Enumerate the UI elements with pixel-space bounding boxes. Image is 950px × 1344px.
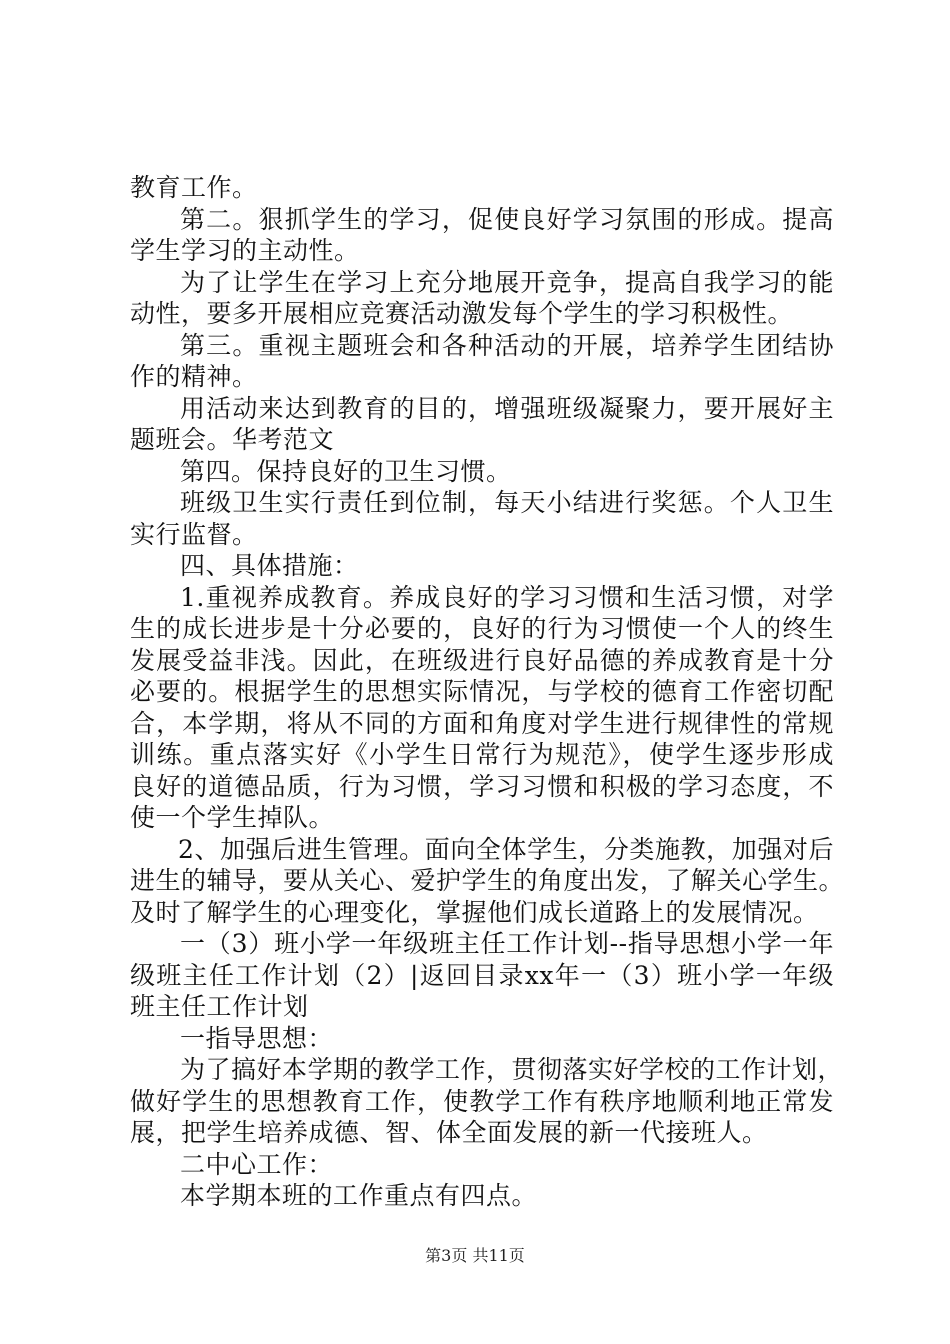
text-line: 四、具体措施： — [180, 551, 359, 580]
text-line: 为了搞好本学期的教学工作，贯彻落实好学校的工作计划， — [180, 1055, 844, 1084]
text-line: 必要的。根据学生的思想实际情况，与学校的德育工作密切配 — [130, 677, 834, 706]
text-line: 作的精神。 — [130, 362, 258, 391]
text-line: 做好学生的思想教育工作，使教学工作有秩序地顺利地正常发 — [130, 1086, 834, 1116]
text-line: 级班主任工作计划（2）|返回目录xx年一（3）班小学一年级 — [130, 960, 834, 990]
text-line: 教育工作。 — [130, 173, 258, 202]
text-line: 一（3）班小学一年级班主任工作计划--指导思想小学一年 — [180, 929, 834, 958]
text-line: 发展受益非浅。因此，在班级进行良好品德的养成教育是十分 — [130, 645, 834, 675]
text-line: 展，把学生培养成德、智、体全面发展的新一代接班人。 — [130, 1118, 768, 1147]
text-line: 二中心工作： — [180, 1149, 334, 1179]
page-footer: 第3页 共11页 — [425, 1246, 525, 1265]
text-line: 题班会。华考范文 — [130, 425, 335, 454]
text-line: 第二。狠抓学生的学习，促使良好学习氛围的形成。提高 — [180, 204, 834, 234]
text-line: 实行监督。 — [130, 519, 258, 549]
text-line: 用活动来达到教育的目的，增强班级凝聚力，要开展好主 — [180, 393, 834, 423]
text-line: 良好的道德品质，行为习惯，学习习惯和积极的学习态度，不 — [130, 771, 834, 801]
text-line: 进生的辅导，要从关心、爱护学生的角度出发，了解关心学生。 — [130, 866, 845, 895]
text-line: 动性，要多开展相应竞赛活动激发每个学生的学习积极性。 — [130, 299, 794, 328]
text-line: 班主任工作计划 — [130, 992, 309, 1021]
text-line: 及时了解学生的心理变化，掌握他们成长道路上的发展情况。 — [130, 897, 819, 927]
text-line: 第三。重视主题班会和各种活动的开展，培养学生团结协 — [180, 330, 834, 360]
text-line: 1.重视养成教育。养成良好的学习习惯和生活习惯，对学 — [180, 582, 834, 612]
document-body — [130, 172, 845, 1212]
text-line: 训练。重点落实好《小学生日常行为规范》，使学生逐步形成 — [130, 740, 834, 769]
text-line: 为了让学生在学习上充分地展开竞争，提高自我学习的能 — [180, 267, 834, 297]
text-line: 合，本学期，将从不同的方面和角度对学生进行规律性的常规 — [130, 708, 834, 738]
text-line: 使一个学生掉队。 — [130, 803, 335, 832]
text-line: 学生学习的主动性。 — [130, 236, 360, 265]
text-line: 第四。保持良好的卫生习惯。 — [180, 456, 512, 486]
text-line: 2、加强后进生管理。面向全体学生，分类施教，加强对后 — [178, 834, 834, 864]
text-line: 本学期本班的工作重点有四点。 — [180, 1181, 538, 1210]
text-line: 班级卫生实行责任到位制，每天小结进行奖惩。个人卫生 — [180, 488, 834, 517]
text-line: 生的成长进步是十分必要的，良好的行为习惯使一个人的终生 — [130, 614, 834, 643]
text-line: 一指导思想： — [180, 1023, 334, 1053]
